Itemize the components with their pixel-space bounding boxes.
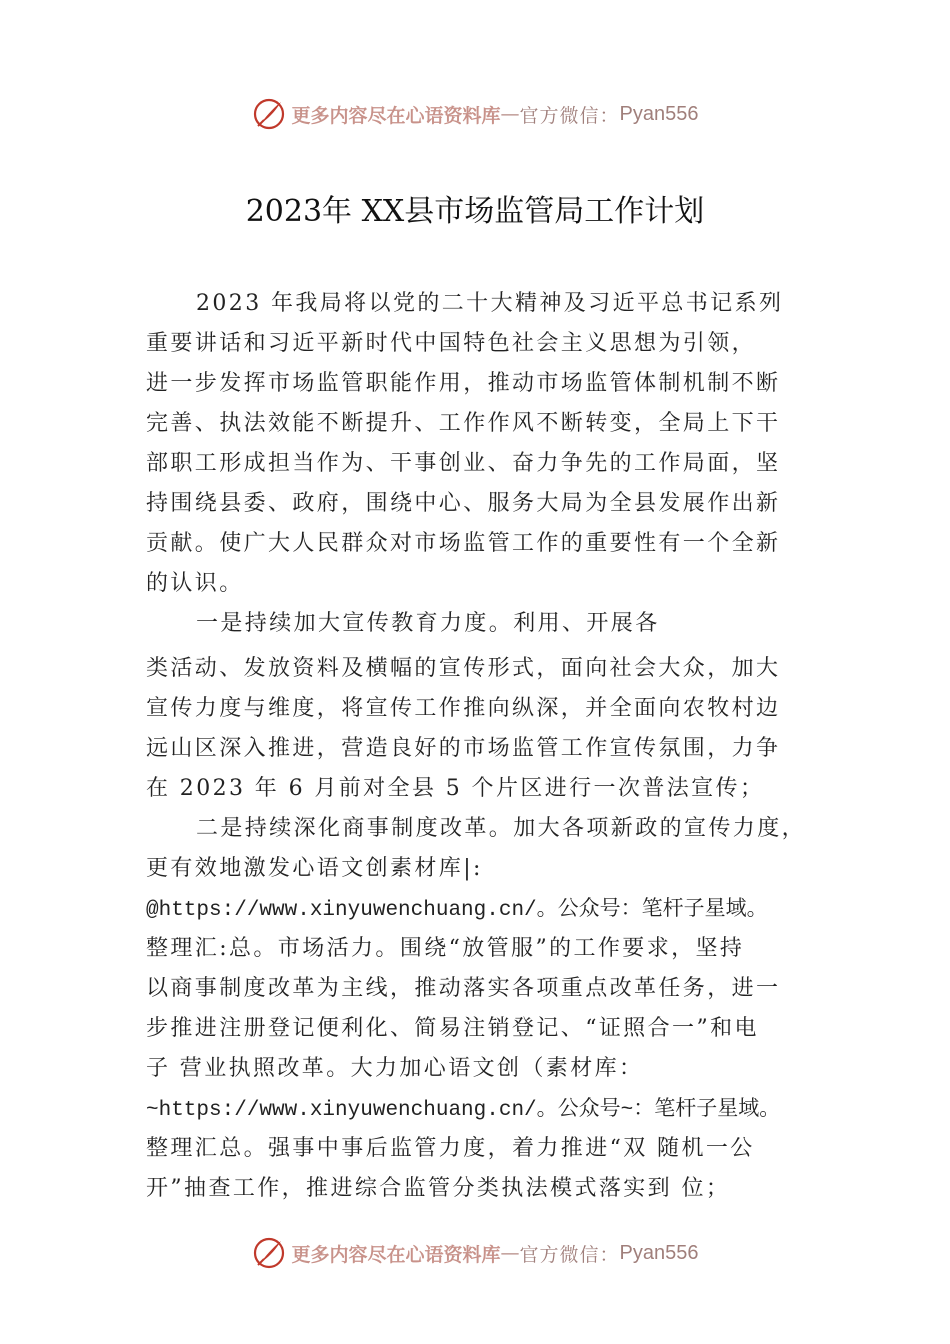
text-line: 重要讲话和习近平新时代中国特色社会主义思想为引领， (146, 331, 757, 356)
text-line: 进一步发挥市场监管职能作用，推动市场监管体制机制不断 (146, 371, 781, 396)
banner-wechat-id: Pyan556 (619, 102, 699, 125)
text-line-url (146, 889, 836, 929)
text-line: 宣传力度与维度，将宣传工作推向纵深，并全面向农牧村边 (146, 696, 781, 721)
text-line: 类活动、发放资料及横幅的宣传形式，面向社会大众，加大 (146, 656, 781, 681)
text-line: 远山区深入推进，营造良好的市场监管工作宣传氛围，力争 (146, 736, 781, 761)
banner-wechat-label: 官方微信： (519, 104, 620, 127)
footer-banner (0, 1233, 950, 1273)
text-line: 整理汇:总。市场活力。围绕“放管服”的工作要求，坚持 (146, 936, 745, 961)
text-line: 更有效地激发心语文创素材库|: (146, 856, 483, 881)
banner-main-text: 更多内容尽在心语资料库 (291, 1243, 501, 1266)
text-line: 以商事制度改革为主线，推动落实各项重点改革任务，进一 (146, 976, 781, 1001)
text-line: 开”抽查工作，推进综合监管分类执法模式落实到 位； (146, 1176, 731, 1201)
text-line: 完善、执法效能不断提升、工作作风不断转变，全局上下干 (146, 411, 781, 436)
url-text: ~https://www.xinyuwenchuang.cn/。公众号~：笔杆子星域。 (146, 1099, 781, 1122)
text-line: 二是持续深化商事制度改革。加大各项新政的宣传力度， (196, 816, 807, 841)
document-body (146, 284, 836, 1209)
text-line: 子 营业执照改革。大力加心语文创（素材库： (146, 1056, 644, 1081)
text-line-url (146, 1089, 836, 1129)
paragraph-1 (146, 284, 836, 604)
text-line: 在 2023 年 6 月前对全县 5 个片区进行一次普法宣传； (146, 776, 765, 801)
feather-logo-icon (252, 1236, 286, 1270)
text-line: 部职工形成担当作为、干事创业、奋力争先的工作局面，坚 (146, 451, 781, 476)
text-line: 一是持续加大宣传教育力度。利用、开展各 (196, 611, 660, 636)
text-line: 2023 年我局将以党的二十大精神及习近平总书记系列 (196, 291, 784, 316)
header-banner (0, 94, 950, 134)
text-line: 整理汇总。强事中事后监管力度，着力推进“双 随机一公 (146, 1136, 755, 1161)
banner-wechat-label: 官方微信： (519, 1243, 620, 1266)
text-line: 步推进注册登记便利化、简易注销登记、“证照合一”和电 (146, 1016, 759, 1041)
banner-dash: — (500, 1242, 520, 1264)
text-line: 贡献。使广大人民群众对市场监管工作的重要性有一个全新 (146, 531, 781, 556)
banner-dash: — (500, 103, 520, 125)
banner-main-text: 更多内容尽在心语资料库 (291, 104, 501, 127)
document-title: 2023年 XX县市场监管局工作计划 (245, 194, 705, 229)
url-text: @https://www.xinyuwenchuang.cn/。公众号：笔杆子星域。 (146, 899, 768, 922)
banner-wechat-id: Pyan556 (619, 1241, 699, 1264)
text-line: 的认识。 (146, 571, 244, 596)
paragraph-2 (146, 604, 836, 809)
feather-logo-icon (252, 97, 286, 131)
paragraph-3 (146, 809, 836, 1209)
text-line: 持围绕县委、政府，围绕中心、服务大局为全县发展作出新 (146, 491, 781, 516)
